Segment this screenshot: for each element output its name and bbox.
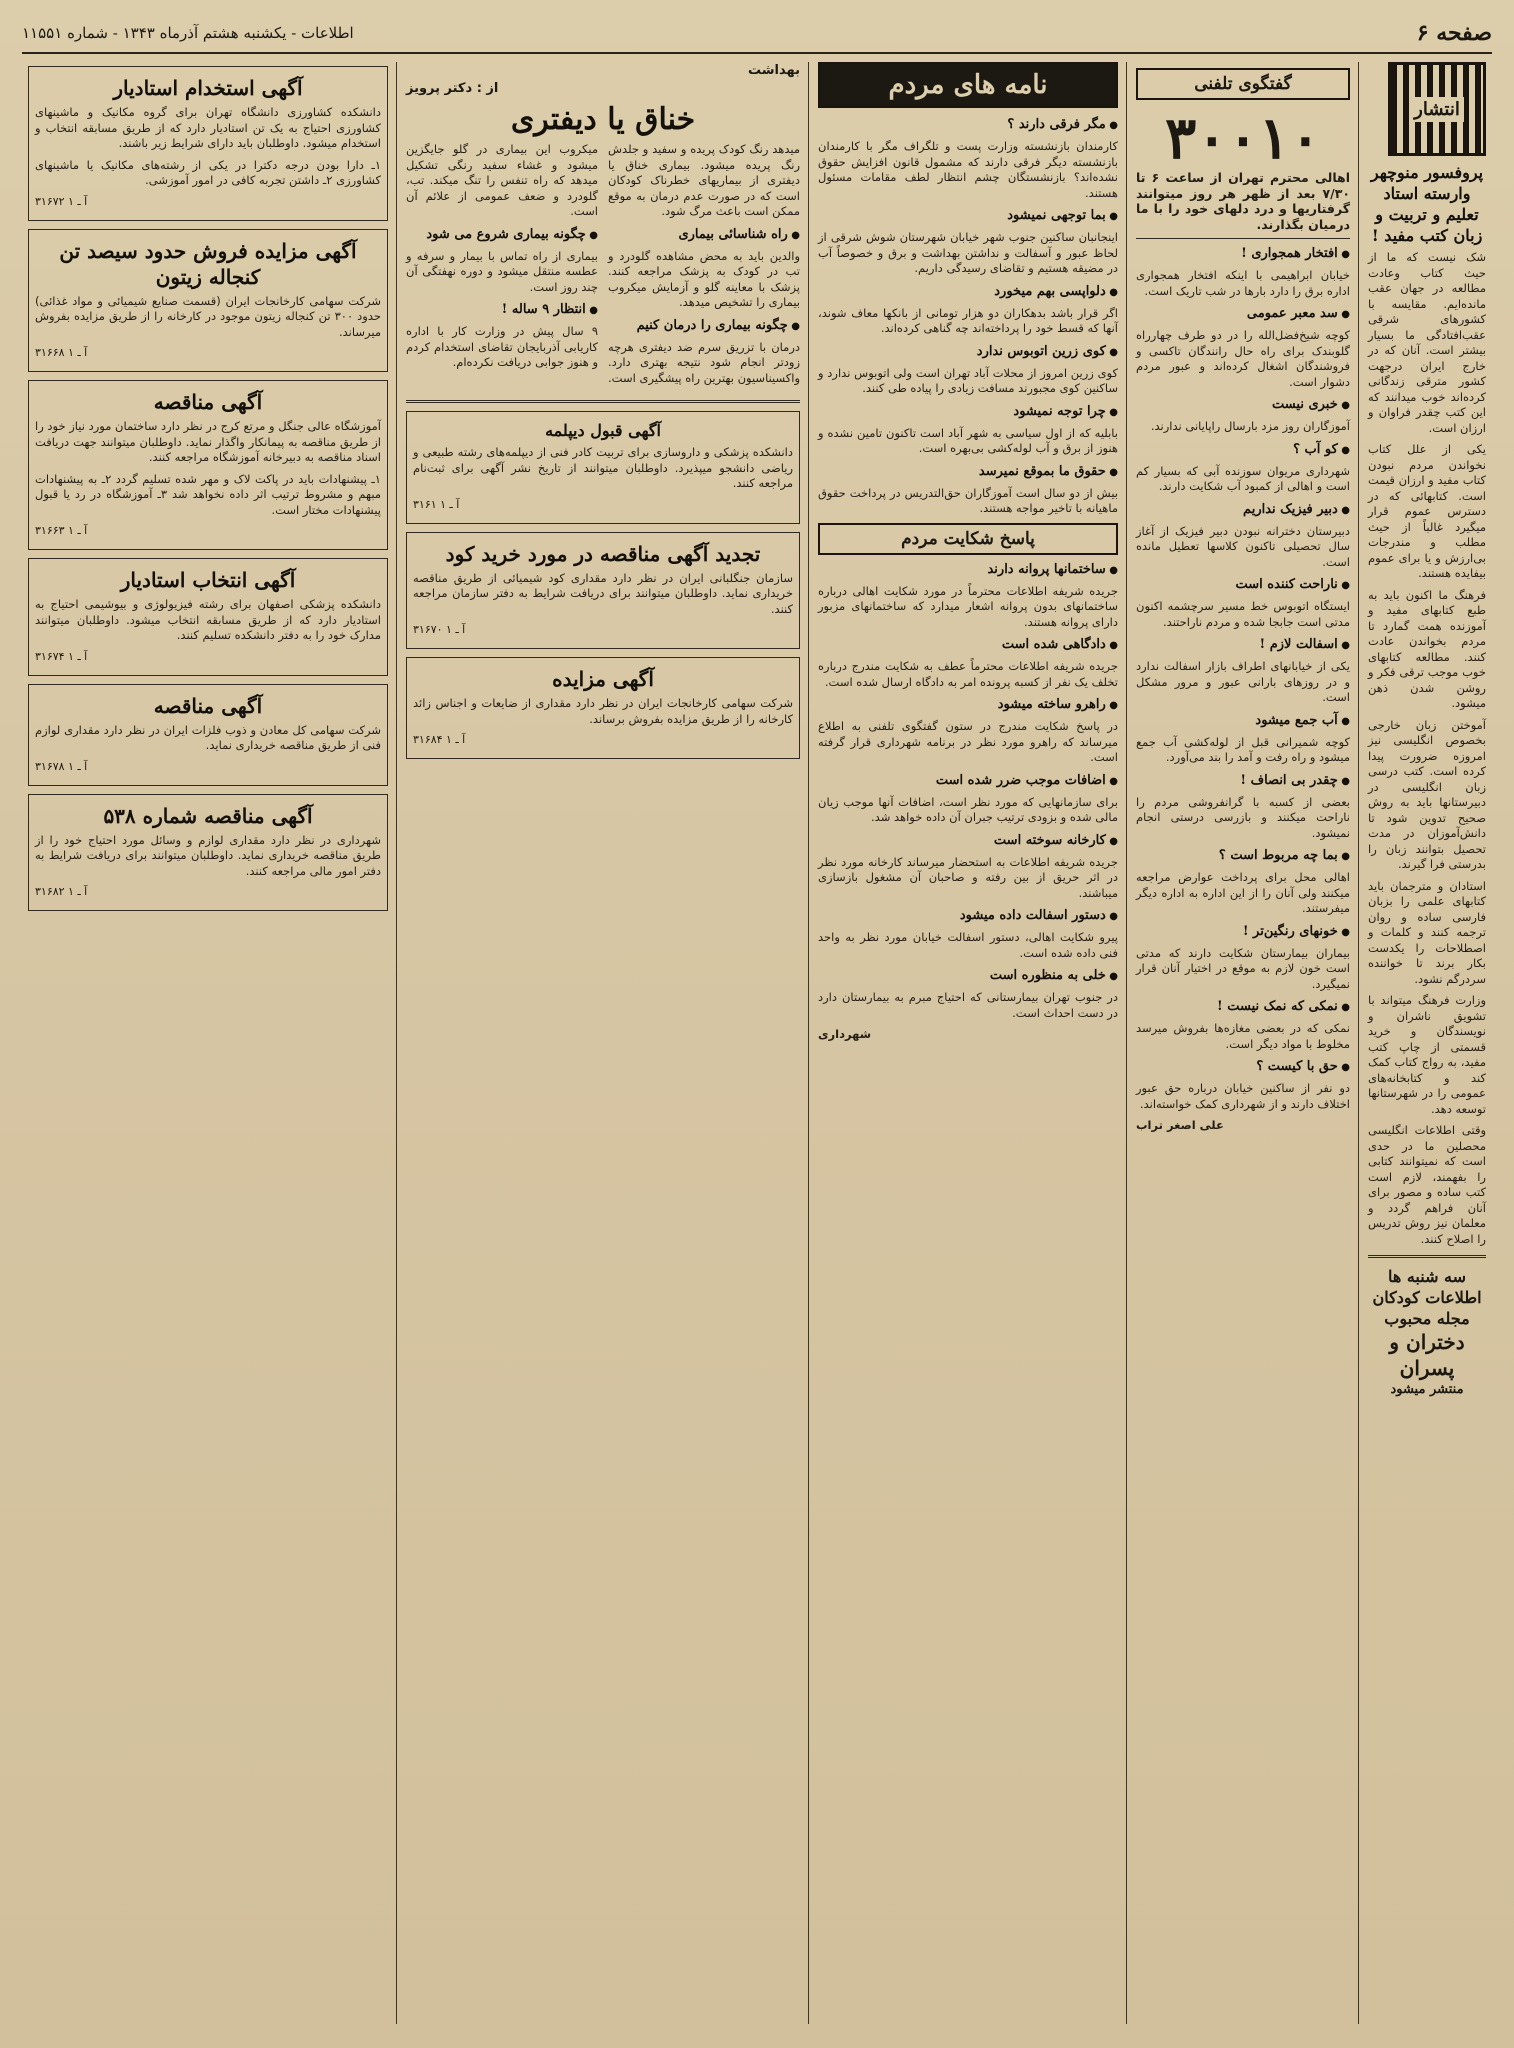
article-subhead: ● راه شناسائی بیماری — [608, 226, 800, 245]
letter-text: اینجانبان ساکنین جنوب شهر خیابان شهرستان شوش شرقی از لحاظ عبور و آسفالت و نداشتن بهداشت و برق و خصوصاً آب در مضیقه هستیم و تقاضای رسیدگی داریم. — [818, 230, 1118, 275]
ad-hire-assistant-professor — [28, 66, 388, 221]
item-text: دو نفر از ساکنین خیابان درباره حق عبور اختلاف دارند و از شهرداری کمک خواسته‌اند. — [1136, 1081, 1350, 1111]
ad-text: ۱ـ دارا بودن درجه دکترا در یکی از رشته‌های مکانیک یا ماشینهای کشاورزی ۲ـ داشتن تجربه کافی در امور آموزشی. — [35, 157, 381, 187]
ad-reference: ۳۱۶۷۲ آ ـ ۱ — [35, 194, 88, 208]
item-text: خیابان ابراهیمی با اینکه افتخار همجواری اداره برق را دارد بارها در شب تاریک است. — [1136, 268, 1350, 298]
letter-text: بابلیه که از اول سیاسی به شهر آباد است تاکنون تامین نشده و هنوز از برق و آب لوله‌کشی بی‌بهره است. — [818, 425, 1118, 455]
kids-ad-audience: دختران و پسران — [1389, 1330, 1465, 1380]
ad-title: تجدید آگهی مناقصه در مورد خرید کود — [445, 541, 761, 566]
ad-title: آگهی انتخاب استادیار — [120, 568, 296, 592]
answer-heading: ● کارخانه سوخته است — [818, 832, 1118, 851]
article-subhead: ● چگونه بیماری را درمان کنیم — [608, 317, 800, 336]
answer-heading: ● اضافات موجب ضرر شده است — [818, 772, 1118, 791]
item-heading: ● نمکی که نمک نیست ! — [1136, 998, 1350, 1017]
ad-text: آموزشگاه عالی جنگل و مرتع کرج در نظر دارد ساختمان مورد نیاز خود را از طریق مناقصه به پیمانکار واگذار نماید. داوطلبان میتوانند جهت دریافت اسناد مناقصه به دبیرخانه آموزشگاه مراجعه کنند. — [35, 419, 381, 464]
ad-reference: ۳۱۶۶۸ آ ـ ۱ — [35, 346, 88, 359]
answers-banner: پاسخ شکایت مردم — [818, 523, 1118, 555]
item-heading: ● بما چه مربوط است ؟ — [1136, 847, 1350, 866]
ad-title: آگهی مزایده فروش حدود سیصد تن کنجاله زیتون — [59, 238, 357, 289]
column-divider — [396, 62, 397, 2024]
item-text: آموزگاران روز مزد بارسال راپایانی ندارند. — [1150, 419, 1350, 433]
item-text: کوچه شمیرانی قبل از لوله‌کشی آب جمع میشود و راه رفت و آمد را بند می‌آورد. — [1136, 734, 1350, 764]
item-text: یکی از خیابانهای اطراف بازار اسفالت ندارد و در روزهای بارانی عبور و مرور مشکل است. — [1136, 659, 1350, 704]
ad-text: شرکت سهامی کل معادن و ذوب فلزات ایران در نظر دارد مقداری لوازم فنی از طریق مناقصه خریداری نماید. — [35, 722, 381, 752]
answer-heading: ● خلی به منظوره است — [818, 967, 1118, 986]
item-text: دبیرستان دخترانه نبودن دبیر فیزیک از آغاز سال تحصیلی تاکنون کلاسها تعطیل مانده است. — [1136, 523, 1350, 569]
ad-text: شهرداری در نظر دارد مقداری لوازم و وسائل مورد احتیاج خود را از طریق مناقصه خریداری نماید. داوطلبان میتوانند برای دریافت شرایط به دفتر امور مالی مراجعه کنند. — [35, 832, 381, 878]
divider — [1136, 238, 1350, 239]
item-heading: ● کو آب ؟ — [1136, 441, 1350, 460]
divider — [1368, 1255, 1486, 1258]
section-banner: نامه های مردم — [818, 62, 1118, 108]
column-books — [1362, 62, 1492, 2024]
letter-text: اگر قرار باشد بدهکاران دو هزار تومانی از بانکها معاف شوند، آنها که قسط خود را پرداخته‌اند چه گناهی کرده‌اند. — [818, 305, 1118, 335]
article-paragraph: درمان با تزریق سرم ضد دیفتری هرچه زودتر انجام شود نتیجه بهتری دارد. واکسیناسیون بهترین راه پیشگیری است. — [608, 339, 800, 385]
ad-title: آگهی مناقصه — [153, 390, 263, 414]
ad-text: دانشکده پزشکی و داروسازی برای تربیت کادر فنی از دیپلمه‌های رشته طبیعی و ریاضی دانشجو میپذیرد. داوطلبان میتوانند از تاریخ نشر آگهی برای ثبت‌نام مراجعه کنند. — [413, 445, 793, 490]
column-divider — [1126, 62, 1127, 2024]
ad-auction — [406, 657, 800, 759]
ad-title: آگهی مناقصه شماره ۵۳۸ — [103, 803, 313, 828]
column-phone-talk — [1130, 62, 1356, 2024]
item-heading: ● خبری نیست — [1136, 396, 1350, 415]
letter-heading: ● حقوق ما بموقع نمیرسد — [818, 463, 1118, 482]
ad-reference: ۳۱۶۷۴ آ ـ ۱ — [35, 649, 88, 663]
letter-text: بیش از دو سال است آموزگاران حق‌التدریس در پرداخت حقوق ماهیانه با تاخیر مواجه هستند. — [818, 485, 1118, 515]
item-heading: ● دبیر فیزیک نداریم — [1136, 501, 1350, 520]
column-health — [400, 62, 806, 2024]
issue-line: اطلاعات - یکشنبه هشتم آذرماه ۱۳۴۳ - شماره ۱۱۵۵۱ — [22, 24, 354, 42]
kids-ad-day: سه شنبه ها — [1387, 1267, 1467, 1286]
item-text: بعضی از کسبه با گرانفروشی مردم را ناراحت میکنند و بازرسی درستی انجام نمیشود. — [1136, 794, 1350, 840]
answer-heading: ● ساختمانها پروانه دارند — [818, 561, 1118, 580]
ad-text: دانشکده کشاورزی دانشگاه تهران برای گروه مکانیک و ماشینهای کشاورزی احتیاج به یک تن استادیار دارد که از طریق مسابقه انتخاب و استخدام میشود. داوطلبان باید دارای شرایط زیر باشند. — [35, 105, 381, 150]
item-heading: ● سد معبر عمومی — [1136, 305, 1350, 324]
ad-title: آگهی قبول دیپلمه — [545, 421, 661, 440]
kids-ad-title: اطلاعات کودکان مجله محبوب — [1372, 1288, 1482, 1328]
item-heading: ● چقدر بی انصاف ! — [1136, 772, 1350, 791]
answer-text: در پاسخ شکایت مندرج در ستون گفتگوی تلفنی به اطلاع میرساند که راهرو مورد نظر در برنامه شهرداری قرار گرفته است. — [818, 719, 1118, 764]
article-subhead: ● چگونه بیماری شروع می شود — [406, 226, 598, 245]
ad-tender-538 — [28, 794, 388, 912]
answer-text: در جنوب تهران بیمارستانی که احتیاج مبرم به بیمارستان دارد در دست احداث است. — [818, 990, 1118, 1020]
column-ads — [22, 62, 394, 2024]
letter-text: کارمندان بازنشسته وزارت پست و تلگراف مگر با کارمندان بازنشسته دیگر فرقی دارند که مشمول قانون افزایش حقوق نشده‌اند؟ بازنشستگان چشم انتظار لطف مقامات مسئول هستند. — [818, 139, 1118, 200]
item-heading: ● افتخار همجواری ! — [1136, 245, 1350, 264]
answer-heading: ● دستور اسفالت داده میشود — [818, 907, 1118, 926]
item-text: کوچه شیخ‌فضل‌الله را در دو طرف چهارراه گلوبندک برای راه حال رانندگان تاکسی و فروشندگان اشغال کرده‌اند و عبور مردم دشوار است. — [1136, 328, 1350, 389]
ad-tender-mines — [28, 684, 388, 786]
section-label: بهداشت — [748, 63, 800, 78]
item-text: شهرداری مریوان سوزنده آبی که بسیار کم است و اهالی از کمبود آب شکایت دارند. — [1136, 463, 1350, 493]
divider — [406, 400, 800, 403]
item-text: ایستگاه اتوبوس خط مسیر سرچشمه اکنون مدتی است جابجا شده و مردم ناراحتند. — [1136, 599, 1350, 629]
item-text: نمکی که در بعضی مغازه‌ها بفروش میرسد مخلوط با مواد دیگر است. — [1136, 1021, 1350, 1051]
health-subcolumn — [406, 142, 598, 392]
ad-title: آگهی استخدام استادیار — [113, 76, 303, 100]
article-headline: خناق یا دیفتری — [510, 102, 696, 137]
ad-reference: ۳۱۶۷۰ آ ـ ۱ — [413, 623, 466, 636]
letter-heading: ● بما توجهی نمیشود — [818, 207, 1118, 226]
health-subcolumn — [608, 142, 800, 392]
kids-ad-footer: منتشر میشود — [1390, 1382, 1464, 1397]
article-paragraph: استادان و مترجمان باید کتابهای علمی را بزبان فارسی ساده و روان ترجمه کنند و کلمات و اصطلاحات را یکدست بکار برند تا خواننده سردرگم نشود. — [1368, 878, 1486, 986]
ad-text: دانشکده پزشکی اصفهان برای رشته فیزیولوژی و بیوشیمی احتیاج به استادیار دارد که از طریق مسابقه انتخاب میشود. داوطلبان میتوانند مدارک خود را به دفتر دانشکده تسلیم کنند. — [35, 597, 381, 642]
item-heading: ● آب جمع میشود — [1136, 712, 1350, 731]
article-headline: پروفسور منوچهر وارسته استاد تعلیم و تربیت و زبان کتب مفید ! — [1370, 163, 1484, 245]
letter-heading: ● کوی زرین اتوبوس ندارد — [818, 343, 1118, 362]
section-title: گفتگوی تلفنی — [1136, 68, 1350, 100]
answer-text: پیرو شکایت اهالی، دستور اسفالت خیابان مورد نظر به واحد فنی داده شده است. — [818, 930, 1118, 960]
ad-reference: ۳۱۶۶۳ آ ـ ۱ — [35, 524, 88, 537]
column-divider — [1358, 62, 1359, 2024]
ad-reference: ۳۱۶۷۸ آ ـ ۱ — [35, 759, 88, 773]
article-paragraph: میکروب این بیماری در گلو جایگزین میشود و غشاء سفید رنگی تشکیل میدهد که راه تنفس را تنگ میکند. تب، گلودرد و ضعف عمومی از علائم آن است. — [406, 142, 598, 218]
answer-heading: ● راهرو ساخته میشود — [818, 696, 1118, 715]
phone-number: ۳۰۰۱۰ — [1165, 104, 1321, 172]
article-paragraph: وزارت فرهنگ میتواند با تشویق ناشران و نویسندگان و خرید قسمتی از چاپ کتب مفید، به رواج کتاب کمک کند و کتابخانه‌های عمومی را در شهرستانها توسعه دهد. — [1368, 993, 1486, 1116]
ad-tender — [28, 380, 388, 550]
page-header — [22, 14, 1492, 54]
ad-text: شرکت سهامی کارخانجات ایران (قسمت صنایع شیمیائی و مواد غذائی) حدود ۳۰۰ تن کنجاله زیتون موجود در کارخانه را از طریق مزایده بفروش میرساند. — [35, 293, 381, 339]
ad-reference: ۳۱۶۸۲ آ ـ ۱ — [35, 885, 88, 898]
answer-heading: ● دادگاهی شده است — [818, 636, 1118, 655]
ad-select-assistant-professor — [28, 558, 388, 676]
answer-text: جریده شریفه اطلاعات محترماً عطف به شکایت مندرج درباره تخلف یک نفر از کسبه پرونده امر به دادگاه ارسال شده است. — [818, 659, 1118, 689]
article-paragraph: والدین باید به محض مشاهده گلودرد و تب در کودک به پزشک مراجعه کنند. پزشک با معاینه گلو و آزمایش میکروب بیماری را تشخیص میدهد. — [608, 248, 800, 309]
letter-heading: ● دلواپسی بهم میخورد — [818, 283, 1118, 302]
article-paragraph: آموختن زبان خارجی بخصوص انگلیسی نیز امروزه ضرورت پیدا کرده است. کتب درسی زبان انگلیسی در دبیرستانها باید به روش صحیح تدوین شود تا دانش‌آموزان در مدت تحصیل بتوانند زبان را بدرستی فرا گیرند. — [1368, 717, 1486, 871]
ad-title: آگهی مزایده — [552, 667, 654, 691]
ad-olive-auction — [28, 229, 388, 373]
article-paragraph: فرهنگ ما اکنون باید به طبع کتابهای مفید و آموزنده همت گمارد تا مردم بخواندن عادت کنند. مطالعه کتابهای خوب موجب ترقی فکر و روشن شدن ذهن میشود. — [1368, 587, 1486, 710]
section-intro: اهالی محترم تهران از ساعت ۶ تا ۷/۳۰ بعد از ظهر هر روز میتوانند گرفتاریها و درد دلهای خود را با ما درمیان بگذارند. — [1136, 170, 1350, 232]
answer-text: برای سازمانهایی که مورد نظر است، اضافات آنها موجب زیان مالی شده و بزودی ترتیب جبران آن داده خواهد شد. — [818, 794, 1118, 824]
letter-text: کوی زرین امروز از محلات آباد تهران است ولی اتوبوس ندارد و ساکنین کوی مجبورند مسافت زیادی را پیاده طی کنند. — [818, 365, 1118, 395]
item-heading: ● ناراحت کننده است — [1136, 576, 1350, 595]
item-text: اهالی محل برای پرداخت عوارض مراجعه میکنند ولی آنان را از این اداره به اداره دیگر میفرستند. — [1136, 870, 1350, 915]
article-paragraph: یکی از علل کتاب نخواندن مردم نبودن کتاب مفید و ارزان قیمت است. کتابهائی که در دسترس عموم قرار میگیرد غالباً از حیث مطلب و مندرجات بی‌ارزش و یا برای عموم بیفایده هستند. — [1368, 442, 1486, 580]
item-heading: ● خونهای رنگین‌تر ! — [1136, 923, 1350, 942]
page-number: صفحه ۶ — [1416, 20, 1492, 46]
signature: علی اصغر تراب — [1136, 1118, 1224, 1132]
answer-text: جریده شریفه اطلاعات محترماً در مورد شکایت اهالی درباره ساختمانهای بدون پروانه اشعار میدارد که ساختمانهای مزبور دارای پروانه هستند. — [818, 583, 1118, 629]
letter-heading: ● چرا توجه نمیشود — [818, 403, 1118, 422]
ad-text: ۱ـ پیشنهادات باید در پاکت لاک و مهر شده تسلیم گردد ۲ـ به پیشنهادات مبهم و مشروط ترتیب اثر داده نخواهد شد ۳ـ آموزشگاه در رد یا قبول پیشنهادات مختار است. — [35, 471, 381, 517]
article-paragraph: بیماری از راه تماس با بیمار و سرفه و عطسه منتقل میشود و دوره نهفتگی آن چند روز است. — [406, 248, 598, 294]
answer-text: جریده شریفه اطلاعات به استحضار میرساند کارخانه مورد نظر در اثر حریق از بین رفته و صاحبان آن مشغول بازسازی میباشند. — [818, 854, 1118, 900]
column-divider — [808, 62, 809, 2024]
ad-text: شرکت سهامی کارخانجات ایران در نظر دارد مقداری از ضایعات و اجناس زائد کارخانه را از طریق مزایده بفروش برساند. — [413, 696, 793, 726]
ad-fertilizer-tender — [406, 532, 800, 650]
ad-reference: ۳۱۶۸۴ آ ـ ۱ — [413, 733, 466, 746]
article-paragraph: وقتی اطلاعات انگلیسی محصلین ما در حدی است که نمیتوانند کتابی را بفهمند، لازم است کتب ساده و مصور برای آنان فراهم گردد و معلمان نیز روش تدریس را اصلاح کنند. — [1368, 1123, 1486, 1246]
item-text: بیماران بیمارستان شکایت دارند که مدتی است خون لازم به موقع در اختیار آنان قرار نمیگیرد. — [1136, 945, 1350, 991]
letter-heading: ● انتظار ۹ ساله ! — [406, 301, 598, 320]
item-heading: ● اسفالت لازم ! — [1136, 636, 1350, 655]
section-logo: انتشار — [1388, 62, 1486, 156]
article-author: از : دکتر پرویز — [406, 81, 499, 96]
article-paragraph: میدهد رنگ کودک پریده و سفید و جلدش رنگ پریده میشود. بیماری خناق یا دیفتری از بیماریهای خطرناک کودکان است که در صورت عدم درمان به موقع ممکن است باعث مرگ شود. — [608, 142, 800, 218]
column-letters — [812, 62, 1124, 2024]
item-heading: ● حق با کیست ؟ — [1136, 1058, 1350, 1077]
ad-diploma — [406, 411, 800, 524]
ad-title: آگهی مناقصه — [153, 693, 263, 718]
letter-text: ۹ سال پیش در وزارت کار با اداره کاریابی آذربایجان تقاضای استخدام کردم و هنوز جوابی دریافت نکرده‌ام. — [406, 324, 598, 369]
article-paragraph: شک نیست که ما از حیث کتاب وعادت مطالعه در جهان عقب مانده‌ایم. مقایسه با کشورهای شرقی عقب‌افتادگی ما بسیار بیشتر است. آنان که در خارج ایران درجهت کشور مترقی زندگانی کرده‌اند خوب میدانند که این کتب چقدر فراوان و ارزان است. — [1368, 250, 1486, 435]
signature: شهرداری — [818, 1027, 872, 1041]
ad-reference: ۳۱۶۱ آ ـ ۱ — [413, 497, 460, 511]
health-two-column — [406, 142, 800, 392]
kids-magazine-ad — [1368, 1266, 1486, 1399]
letter-heading: ● مگر فرقی دارند ؟ — [818, 116, 1118, 135]
ad-text: سازمان جنگلبانی ایران در نظر دارد مقداری کود شیمیائی از طریق مناقصه خریداری نماید. داوطلبان میتوانند برای دریافت شرایط به دفتر سازمان مراجعه کنند. — [413, 570, 793, 616]
